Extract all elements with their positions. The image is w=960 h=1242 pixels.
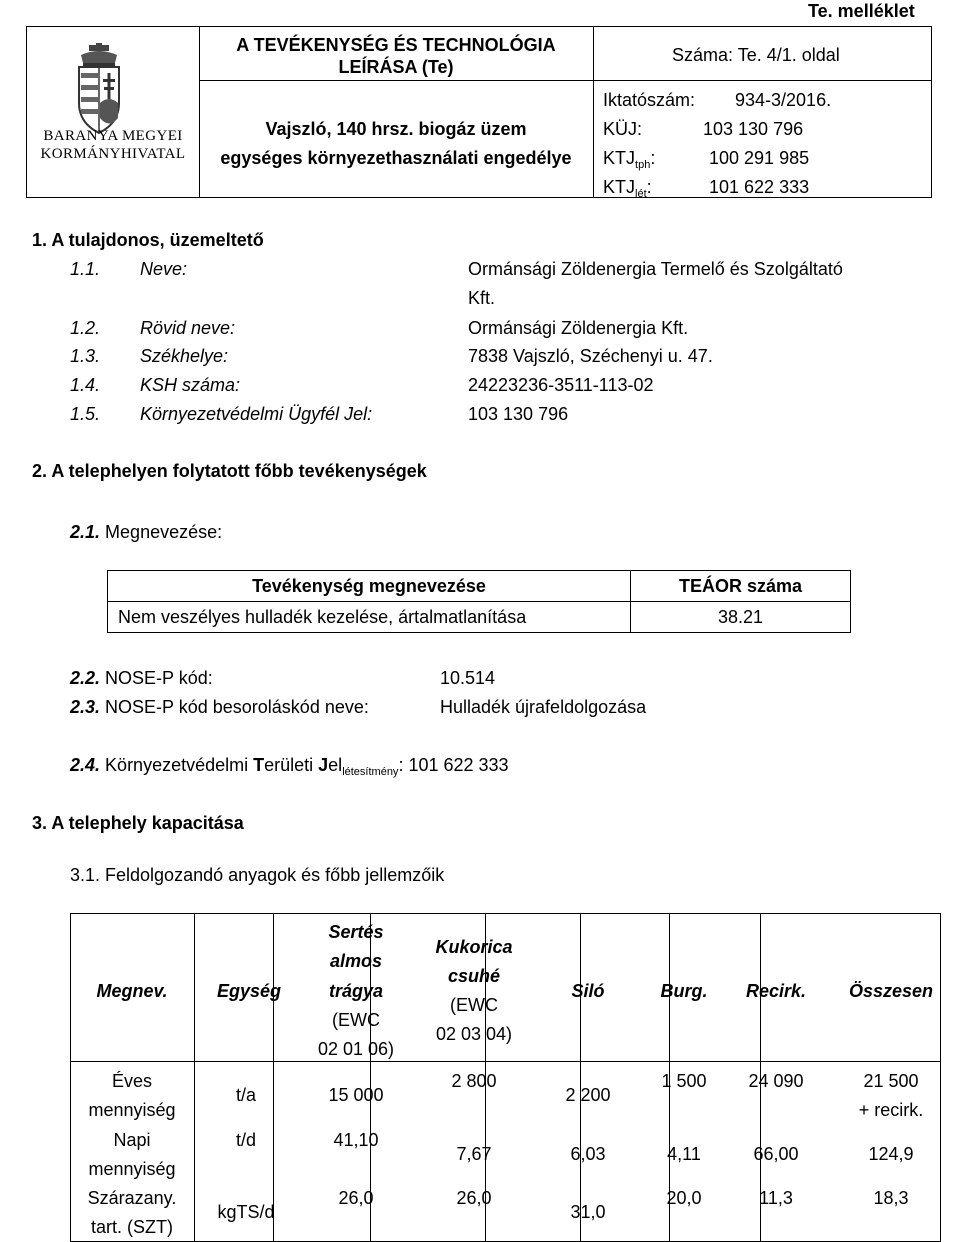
- th-egyseg: Egység: [216, 981, 282, 1001]
- s2-1-label: Megnevezése:: [105, 522, 223, 542]
- r1-silo: 2 200: [565, 1085, 611, 1105]
- r1-name-2: mennyiség: [88, 1100, 176, 1120]
- th-kuk-2: csuhé: [447, 966, 501, 986]
- section3-sub1: 3.1. Feldolgozandó anyagok és főbb jellemzőik: [70, 865, 445, 885]
- header-title-line1: A TEVÉKENYSÉG ÉS TECHNOLÓGIA: [236, 35, 556, 55]
- s1-row4-value: 24223236-3511-113-02: [468, 375, 654, 395]
- header-subtitle-line1: Vajszló, 140 hrsz. biogáz üzem: [265, 119, 527, 139]
- s1-row5-num: 1.5.: [70, 404, 101, 424]
- s1-row4-num: 1.4.: [70, 375, 101, 395]
- s2-4-label-c: el: [328, 755, 343, 775]
- r2-name-2: mennyiség: [88, 1159, 176, 1179]
- r1-name-1: Éves: [111, 1071, 153, 1091]
- s1-row1-label: Neve:: [140, 259, 188, 279]
- s2-3-value: Hulladék újrafeldolgozása: [440, 697, 647, 717]
- teaor-header: TEÁOR száma: [631, 571, 851, 602]
- section2-heading: 2. A telephelyen folytatott főbb tevékenységek: [32, 461, 427, 481]
- s2-4-label-t: T: [253, 755, 265, 775]
- th-sertes-1: Sertés: [328, 922, 384, 942]
- ktj-let-value: 101 622 333: [709, 177, 810, 197]
- document-header: [26, 26, 932, 198]
- th-burg: Burg.: [660, 981, 708, 1001]
- annex-label: Te. melléklet: [808, 1, 915, 21]
- teaor-cell: 38.21: [631, 602, 851, 633]
- th-recirk: Recirk.: [745, 981, 807, 1001]
- logo-line2: KORMÁNYHIVATAL: [40, 146, 186, 162]
- r1-kuk: 2 800: [451, 1071, 497, 1091]
- s2-4-label-j: J: [318, 755, 329, 775]
- s1-row3-num: 1.3.: [70, 346, 101, 366]
- logo-line1: BARANYA MEGYEI: [43, 128, 183, 144]
- s2-4-label-b: erületi: [264, 755, 319, 775]
- ktj-let-label: $KTJ_{lét}$:: [603, 177, 652, 200]
- r3-ossz: 18,3: [873, 1188, 909, 1208]
- section1-heading: 1. A tulajdonos, üzemeltető: [32, 230, 264, 250]
- r3-unit: kgTS/d: [217, 1202, 275, 1222]
- r2-burg: 4,11: [667, 1144, 701, 1164]
- th-kuk-3: (EWC: [450, 995, 498, 1015]
- s1-row4-label: KSH száma:: [140, 375, 241, 395]
- r3-burg: 20,0: [666, 1188, 702, 1208]
- activity-cell: Nem veszélyes hulladék kezelése, ártalmatlanítása: [108, 602, 631, 633]
- coat-of-arms-icon: [69, 43, 129, 135]
- header-subtitle-line2: egységes környezethasználati engedélye: [220, 148, 572, 168]
- r3-recirk: 11,3: [759, 1188, 793, 1208]
- s2-4-value: : 101 622 333: [398, 755, 509, 775]
- kuj-label: KÜJ:: [603, 119, 643, 139]
- s2-4-label-a: Környezetvédelmi: [105, 755, 254, 775]
- s1-row5-label: Környezetvédelmi Ügyfél Jel:: [140, 404, 373, 424]
- s1-row3-value: 7838 Vajszló, Széchenyi u. 47.: [468, 346, 713, 366]
- s2-3-label: NOSE-P kód besoroláskód neve:: [105, 697, 369, 717]
- th-osszesen: Összesen: [848, 981, 934, 1001]
- r3-sertes: 26,0: [338, 1188, 374, 1208]
- iktato-label: Iktatószám:: [603, 90, 696, 110]
- header-page-number: Száma: Te. 4/1. oldal: [672, 45, 840, 65]
- th-sertes-3: trágya: [328, 981, 384, 1001]
- s1-row3-label: Székhelye:: [140, 346, 229, 366]
- th-kuk-4: 02 03 04): [435, 1024, 513, 1044]
- s1-row1-value2: Kft.: [468, 288, 496, 308]
- s2-2-num: 2.2.: [70, 668, 101, 688]
- r2-recirk: 66,00: [753, 1144, 799, 1164]
- activity-table: [107, 570, 851, 633]
- r2-silo: 6,03: [570, 1144, 606, 1164]
- s2-4-num: 2.4.: [70, 755, 101, 775]
- activity-header: Tevékenység megnevezése: [108, 571, 631, 602]
- r2-unit: t/d: [235, 1130, 256, 1150]
- s1-row2-num: 1.2.: [70, 318, 101, 338]
- r1-sertes: 15 000: [328, 1085, 384, 1105]
- ktj-tph-value: 100 291 985: [709, 148, 810, 168]
- s1-row2-label: Rövid neve:: [140, 318, 236, 338]
- s2-4-sub: létesítmény: [342, 766, 399, 778]
- s1-row2-value: Ormánsági Zöldenergia Kft.: [468, 318, 689, 338]
- r2-kuk: 7,67: [456, 1144, 492, 1164]
- header-title-line2: LEÍRÁSA (Te): [338, 57, 454, 77]
- r1-burg: 1 500: [661, 1071, 707, 1091]
- s1-row1-num: 1.1.: [70, 259, 101, 279]
- iktato-value: 934-3/2016.: [735, 90, 832, 110]
- th-sertes-2: almos: [329, 951, 383, 971]
- r1-unit: t/a: [235, 1085, 256, 1105]
- s1-row1-value: Ormánsági Zöldenergia Termelő és Szolgáltató: [468, 259, 843, 279]
- r2-name-1: Napi: [113, 1130, 151, 1150]
- r3-kuk: 26,0: [456, 1188, 492, 1208]
- kuj-value: 103 130 796: [703, 119, 804, 139]
- s2-1-num: 2.1.: [70, 522, 101, 542]
- s2-4-line: [70, 755, 509, 776]
- r1-ossz-2: + recirk.: [858, 1100, 924, 1120]
- r2-sertes: 41,10: [333, 1130, 379, 1150]
- s2-3-num: 2.3.: [70, 697, 101, 717]
- th-silo: Siló: [571, 981, 605, 1001]
- r1-recirk: 24 090: [748, 1071, 804, 1091]
- r2-ossz: 124,9: [868, 1144, 914, 1164]
- r3-silo: 31,0: [570, 1202, 606, 1222]
- ktj-tph-label: $KTJ_{tph}$:: [603, 148, 656, 171]
- r3-name-2: tart. (SZT): [91, 1217, 173, 1237]
- th-kuk-1: Kukorica: [435, 937, 513, 957]
- th-sertes-4: (EWC: [332, 1010, 380, 1030]
- s2-2-value: 10.514: [440, 668, 496, 688]
- s2-2-label: NOSE-P kód:: [105, 668, 213, 688]
- r1-ossz-1: 21 500: [863, 1071, 919, 1091]
- section3-heading: 3. A telephely kapacitása: [32, 813, 244, 833]
- s1-row5-value: 103 130 796: [468, 404, 569, 424]
- th-megnev: Megnev.: [96, 981, 168, 1001]
- r3-name-1: Szárazany.: [87, 1188, 177, 1208]
- th-sertes-5: 02 01 06): [317, 1039, 395, 1059]
